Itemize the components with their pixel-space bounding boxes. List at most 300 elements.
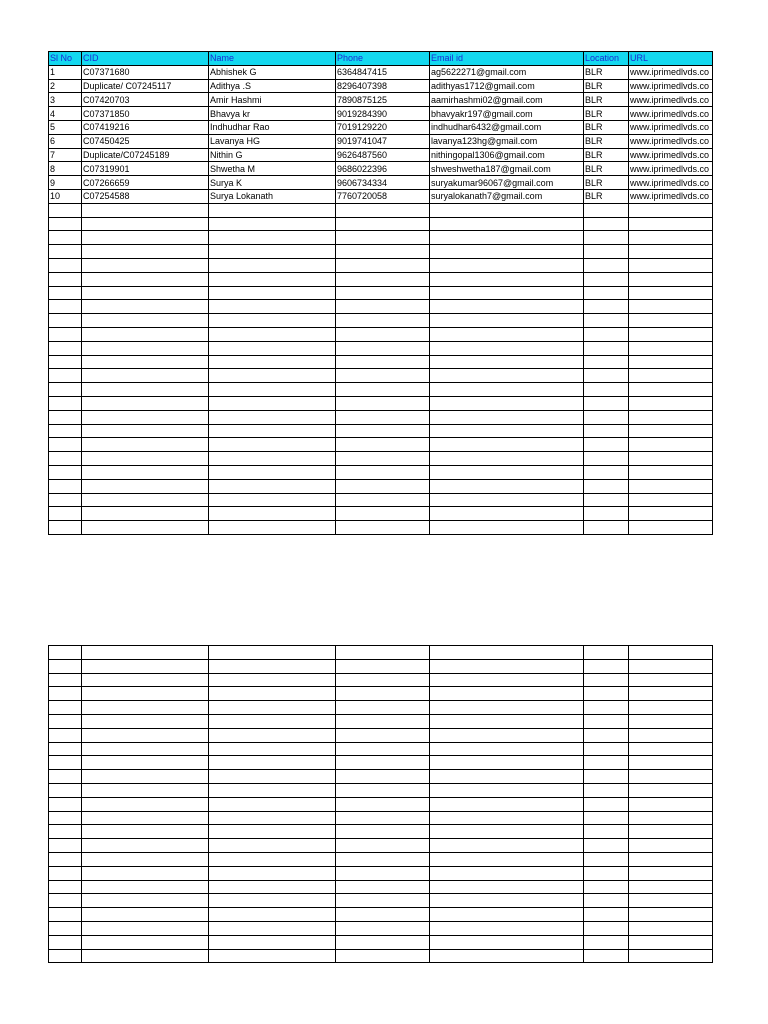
empty-cell[interactable] — [209, 369, 336, 383]
empty-cell[interactable] — [430, 770, 584, 784]
empty-cell[interactable] — [584, 949, 629, 963]
empty-cell[interactable] — [49, 811, 82, 825]
empty-cell[interactable] — [336, 756, 430, 770]
table-cell[interactable]: 3 — [49, 93, 82, 107]
empty-cell[interactable] — [82, 355, 209, 369]
empty-cell[interactable] — [430, 507, 584, 521]
empty-cell[interactable] — [629, 341, 713, 355]
empty-cell[interactable] — [336, 659, 430, 673]
table-cell[interactable]: 9626487560 — [336, 148, 430, 162]
empty-cell[interactable] — [430, 245, 584, 259]
header-cell[interactable]: Phone — [336, 52, 430, 66]
empty-cell[interactable] — [209, 880, 336, 894]
empty-cell[interactable] — [584, 355, 629, 369]
empty-cell[interactable] — [49, 424, 82, 438]
empty-cell[interactable] — [584, 921, 629, 935]
empty-cell[interactable] — [82, 659, 209, 673]
empty-cell[interactable] — [82, 493, 209, 507]
table-cell[interactable]: 9686022396 — [336, 162, 430, 176]
empty-cell[interactable] — [82, 852, 209, 866]
empty-cell[interactable] — [430, 327, 584, 341]
empty-cell[interactable] — [584, 797, 629, 811]
empty-cell[interactable] — [209, 825, 336, 839]
empty-cell[interactable] — [336, 687, 430, 701]
empty-cell[interactable] — [49, 203, 82, 217]
empty-cell[interactable] — [336, 341, 430, 355]
empty-cell[interactable] — [629, 935, 713, 949]
empty-cell[interactable] — [629, 203, 713, 217]
empty-cell[interactable] — [49, 355, 82, 369]
empty-cell[interactable] — [629, 217, 713, 231]
empty-cell[interactable] — [209, 396, 336, 410]
empty-cell[interactable] — [629, 493, 713, 507]
empty-cell[interactable] — [584, 839, 629, 853]
empty-cell[interactable] — [82, 908, 209, 922]
table-cell[interactable]: www.iprimedlvds.co — [629, 162, 713, 176]
empty-cell[interactable] — [49, 756, 82, 770]
empty-cell[interactable] — [336, 811, 430, 825]
table-cell[interactable]: BLR — [584, 107, 629, 121]
empty-cell[interactable] — [430, 341, 584, 355]
header-cell[interactable]: Location — [584, 52, 629, 66]
empty-cell[interactable] — [629, 659, 713, 673]
table-cell[interactable]: 8296407398 — [336, 79, 430, 93]
empty-cell[interactable] — [629, 770, 713, 784]
empty-cell[interactable] — [584, 217, 629, 231]
empty-cell[interactable] — [430, 231, 584, 245]
table-cell[interactable]: bhavyakr197@gmail.com — [430, 107, 584, 121]
empty-cell[interactable] — [209, 673, 336, 687]
empty-cell[interactable] — [336, 921, 430, 935]
empty-cell[interactable] — [209, 355, 336, 369]
empty-cell[interactable] — [49, 728, 82, 742]
empty-cell[interactable] — [629, 825, 713, 839]
empty-cell[interactable] — [629, 438, 713, 452]
empty-cell[interactable] — [430, 203, 584, 217]
empty-cell[interactable] — [209, 465, 336, 479]
empty-cell[interactable] — [430, 493, 584, 507]
empty-cell[interactable] — [82, 410, 209, 424]
empty-cell[interactable] — [336, 949, 430, 963]
table-cell[interactable]: www.iprimedlvds.co — [629, 189, 713, 203]
empty-cell[interactable] — [584, 728, 629, 742]
empty-cell[interactable] — [584, 286, 629, 300]
empty-cell[interactable] — [430, 673, 584, 687]
empty-cell[interactable] — [49, 825, 82, 839]
empty-cell[interactable] — [49, 673, 82, 687]
table-cell[interactable]: C07371850 — [82, 107, 209, 121]
table-cell[interactable]: Indhudhar Rao — [209, 120, 336, 134]
empty-cell[interactable] — [209, 701, 336, 715]
empty-cell[interactable] — [336, 908, 430, 922]
empty-cell[interactable] — [82, 286, 209, 300]
empty-cell[interactable] — [209, 383, 336, 397]
empty-cell[interactable] — [584, 314, 629, 328]
empty-cell[interactable] — [430, 728, 584, 742]
empty-cell[interactable] — [209, 410, 336, 424]
empty-cell[interactable] — [336, 369, 430, 383]
empty-cell[interactable] — [430, 217, 584, 231]
empty-cell[interactable] — [49, 300, 82, 314]
empty-cell[interactable] — [584, 272, 629, 286]
empty-cell[interactable] — [629, 742, 713, 756]
empty-cell[interactable] — [209, 797, 336, 811]
empty-cell[interactable] — [49, 852, 82, 866]
empty-cell[interactable] — [629, 714, 713, 728]
empty-cell[interactable] — [336, 894, 430, 908]
empty-cell[interactable] — [584, 493, 629, 507]
empty-cell[interactable] — [209, 659, 336, 673]
empty-cell[interactable] — [336, 314, 430, 328]
table-cell[interactable]: C07450425 — [82, 134, 209, 148]
empty-cell[interactable] — [82, 231, 209, 245]
table-cell[interactable]: 9 — [49, 176, 82, 190]
table-cell[interactable]: Nithin G — [209, 148, 336, 162]
table-cell[interactable]: BLR — [584, 79, 629, 93]
table-cell[interactable]: Bhavya kr — [209, 107, 336, 121]
empty-cell[interactable] — [430, 659, 584, 673]
empty-cell[interactable] — [209, 687, 336, 701]
empty-cell[interactable] — [82, 341, 209, 355]
empty-cell[interactable] — [336, 438, 430, 452]
empty-cell[interactable] — [336, 673, 430, 687]
empty-cell[interactable] — [49, 908, 82, 922]
empty-cell[interactable] — [336, 728, 430, 742]
empty-cell[interactable] — [430, 825, 584, 839]
empty-cell[interactable] — [209, 203, 336, 217]
empty-cell[interactable] — [82, 369, 209, 383]
empty-cell[interactable] — [82, 797, 209, 811]
table-cell[interactable]: BLR — [584, 134, 629, 148]
empty-cell[interactable] — [584, 369, 629, 383]
empty-cell[interactable] — [209, 811, 336, 825]
empty-cell[interactable] — [629, 797, 713, 811]
empty-cell[interactable] — [82, 756, 209, 770]
empty-cell[interactable] — [430, 714, 584, 728]
table-cell[interactable]: Surya K — [209, 176, 336, 190]
empty-cell[interactable] — [82, 646, 209, 660]
table-cell[interactable]: adithyas1712@gmail.com — [430, 79, 584, 93]
empty-cell[interactable] — [336, 327, 430, 341]
empty-cell[interactable] — [336, 355, 430, 369]
empty-cell[interactable] — [49, 327, 82, 341]
empty-cell[interactable] — [209, 341, 336, 355]
empty-cell[interactable] — [82, 921, 209, 935]
empty-cell[interactable] — [49, 646, 82, 660]
empty-cell[interactable] — [584, 258, 629, 272]
table-cell[interactable]: 8 — [49, 162, 82, 176]
empty-cell[interactable] — [336, 452, 430, 466]
empty-cell[interactable] — [209, 783, 336, 797]
empty-cell[interactable] — [209, 839, 336, 853]
empty-cell[interactable] — [629, 811, 713, 825]
empty-cell[interactable] — [430, 369, 584, 383]
empty-cell[interactable] — [336, 245, 430, 259]
table-cell[interactable]: 4 — [49, 107, 82, 121]
header-cell[interactable]: CID — [82, 52, 209, 66]
empty-cell[interactable] — [49, 493, 82, 507]
empty-cell[interactable] — [336, 852, 430, 866]
empty-cell[interactable] — [629, 424, 713, 438]
empty-cell[interactable] — [336, 300, 430, 314]
empty-cell[interactable] — [629, 521, 713, 535]
empty-cell[interactable] — [209, 286, 336, 300]
empty-cell[interactable] — [49, 314, 82, 328]
empty-cell[interactable] — [49, 880, 82, 894]
empty-cell[interactable] — [584, 756, 629, 770]
empty-cell[interactable] — [82, 521, 209, 535]
empty-cell[interactable] — [49, 742, 82, 756]
empty-cell[interactable] — [209, 327, 336, 341]
empty-cell[interactable] — [629, 231, 713, 245]
empty-cell[interactable] — [209, 728, 336, 742]
table-cell[interactable]: BLR — [584, 176, 629, 190]
empty-cell[interactable] — [430, 646, 584, 660]
empty-cell[interactable] — [629, 728, 713, 742]
empty-cell[interactable] — [336, 258, 430, 272]
empty-cell[interactable] — [82, 396, 209, 410]
empty-cell[interactable] — [430, 756, 584, 770]
empty-cell[interactable] — [584, 866, 629, 880]
table-cell[interactable]: suryalokanath7@gmail.com — [430, 189, 584, 203]
empty-cell[interactable] — [82, 935, 209, 949]
empty-cell[interactable] — [629, 921, 713, 935]
empty-cell[interactable] — [49, 866, 82, 880]
empty-cell[interactable] — [209, 935, 336, 949]
empty-cell[interactable] — [49, 396, 82, 410]
empty-cell[interactable] — [82, 327, 209, 341]
empty-cell[interactable] — [584, 438, 629, 452]
empty-cell[interactable] — [209, 314, 336, 328]
table-cell[interactable]: Duplicate/ C07245117 — [82, 79, 209, 93]
empty-cell[interactable] — [584, 687, 629, 701]
empty-cell[interactable] — [584, 479, 629, 493]
empty-cell[interactable] — [49, 507, 82, 521]
table-cell[interactable]: shweshwetha187@gmail.com — [430, 162, 584, 176]
empty-cell[interactable] — [629, 646, 713, 660]
table-cell[interactable]: www.iprimedlvds.co — [629, 148, 713, 162]
empty-cell[interactable] — [584, 300, 629, 314]
empty-cell[interactable] — [82, 949, 209, 963]
table-cell[interactable]: C07254588 — [82, 189, 209, 203]
empty-cell[interactable] — [336, 396, 430, 410]
empty-cell[interactable] — [584, 701, 629, 715]
empty-cell[interactable] — [430, 894, 584, 908]
empty-cell[interactable] — [584, 452, 629, 466]
empty-cell[interactable] — [430, 383, 584, 397]
empty-cell[interactable] — [49, 921, 82, 935]
empty-cell[interactable] — [82, 383, 209, 397]
table-cell[interactable]: 7019129220 — [336, 120, 430, 134]
empty-cell[interactable] — [49, 521, 82, 535]
empty-cell[interactable] — [82, 880, 209, 894]
empty-cell[interactable] — [584, 825, 629, 839]
empty-cell[interactable] — [629, 452, 713, 466]
empty-cell[interactable] — [430, 314, 584, 328]
empty-cell[interactable] — [336, 507, 430, 521]
empty-cell[interactable] — [49, 701, 82, 715]
empty-cell[interactable] — [430, 811, 584, 825]
empty-cell[interactable] — [430, 783, 584, 797]
table-cell[interactable]: C07319901 — [82, 162, 209, 176]
empty-cell[interactable] — [209, 245, 336, 259]
table-cell[interactable]: BLR — [584, 148, 629, 162]
empty-cell[interactable] — [82, 203, 209, 217]
table-cell[interactable]: www.iprimedlvds.co — [629, 107, 713, 121]
empty-cell[interactable] — [49, 894, 82, 908]
empty-cell[interactable] — [629, 272, 713, 286]
empty-cell[interactable] — [629, 894, 713, 908]
empty-cell[interactable] — [336, 231, 430, 245]
table-cell[interactable]: Shwetha M — [209, 162, 336, 176]
empty-cell[interactable] — [584, 245, 629, 259]
empty-cell[interactable] — [336, 493, 430, 507]
empty-cell[interactable] — [336, 521, 430, 535]
empty-cell[interactable] — [82, 866, 209, 880]
empty-cell[interactable] — [584, 908, 629, 922]
empty-cell[interactable] — [49, 286, 82, 300]
table-cell[interactable]: Duplicate/C07245189 — [82, 148, 209, 162]
empty-cell[interactable] — [430, 949, 584, 963]
empty-cell[interactable] — [82, 673, 209, 687]
empty-cell[interactable] — [629, 355, 713, 369]
empty-cell[interactable] — [430, 866, 584, 880]
empty-cell[interactable] — [209, 908, 336, 922]
header-cell[interactable]: Email id — [430, 52, 584, 66]
empty-cell[interactable] — [49, 797, 82, 811]
empty-cell[interactable] — [584, 507, 629, 521]
empty-cell[interactable] — [336, 383, 430, 397]
empty-cell[interactable] — [430, 797, 584, 811]
empty-cell[interactable] — [82, 742, 209, 756]
empty-cell[interactable] — [430, 286, 584, 300]
table-cell[interactable]: Surya Lokanath — [209, 189, 336, 203]
table-cell[interactable]: www.iprimedlvds.co — [629, 176, 713, 190]
empty-cell[interactable] — [82, 245, 209, 259]
empty-cell[interactable] — [209, 217, 336, 231]
empty-cell[interactable] — [584, 521, 629, 535]
header-cell[interactable]: Name — [209, 52, 336, 66]
empty-cell[interactable] — [584, 646, 629, 660]
empty-cell[interactable] — [584, 852, 629, 866]
empty-cell[interactable] — [209, 493, 336, 507]
empty-cell[interactable] — [209, 949, 336, 963]
table-cell[interactable]: indhudhar6432@gmail.com — [430, 120, 584, 134]
empty-cell[interactable] — [584, 770, 629, 784]
empty-cell[interactable] — [430, 300, 584, 314]
table-cell[interactable]: 9606734334 — [336, 176, 430, 190]
empty-cell[interactable] — [82, 217, 209, 231]
empty-cell[interactable] — [629, 258, 713, 272]
table-cell[interactable]: ag5622271@gmail.com — [430, 65, 584, 79]
header-cell[interactable]: URL — [629, 52, 713, 66]
empty-cell[interactable] — [584, 659, 629, 673]
empty-cell[interactable] — [82, 465, 209, 479]
empty-cell[interactable] — [430, 908, 584, 922]
empty-cell[interactable] — [49, 770, 82, 784]
table-cell[interactable]: Adithya .S — [209, 79, 336, 93]
table-cell[interactable]: Lavanya HG — [209, 134, 336, 148]
empty-cell[interactable] — [49, 272, 82, 286]
empty-cell[interactable] — [584, 880, 629, 894]
table-cell[interactable]: 9019284390 — [336, 107, 430, 121]
empty-cell[interactable] — [430, 424, 584, 438]
empty-cell[interactable] — [82, 811, 209, 825]
empty-cell[interactable] — [82, 770, 209, 784]
empty-cell[interactable] — [49, 949, 82, 963]
empty-cell[interactable] — [430, 880, 584, 894]
empty-cell[interactable] — [82, 258, 209, 272]
header-cell[interactable]: Sl No — [49, 52, 82, 66]
empty-cell[interactable] — [629, 286, 713, 300]
empty-cell[interactable] — [82, 438, 209, 452]
empty-cell[interactable] — [49, 383, 82, 397]
table-cell[interactable]: www.iprimedlvds.co — [629, 134, 713, 148]
empty-cell[interactable] — [430, 839, 584, 853]
empty-cell[interactable] — [584, 341, 629, 355]
empty-cell[interactable] — [430, 521, 584, 535]
empty-cell[interactable] — [584, 935, 629, 949]
empty-cell[interactable] — [430, 935, 584, 949]
empty-cell[interactable] — [82, 272, 209, 286]
empty-cell[interactable] — [336, 880, 430, 894]
empty-cell[interactable] — [584, 673, 629, 687]
empty-cell[interactable] — [49, 935, 82, 949]
empty-cell[interactable] — [209, 756, 336, 770]
empty-cell[interactable] — [584, 465, 629, 479]
empty-cell[interactable] — [430, 438, 584, 452]
table-cell[interactable]: C07419216 — [82, 120, 209, 134]
table-cell[interactable]: www.iprimedlvds.co — [629, 79, 713, 93]
table-cell[interactable]: 2 — [49, 79, 82, 93]
empty-cell[interactable] — [629, 673, 713, 687]
empty-cell[interactable] — [629, 756, 713, 770]
empty-cell[interactable] — [584, 424, 629, 438]
empty-cell[interactable] — [430, 396, 584, 410]
empty-cell[interactable] — [336, 465, 430, 479]
empty-cell[interactable] — [49, 659, 82, 673]
empty-cell[interactable] — [629, 880, 713, 894]
empty-cell[interactable] — [49, 452, 82, 466]
empty-cell[interactable] — [336, 770, 430, 784]
empty-cell[interactable] — [49, 217, 82, 231]
empty-cell[interactable] — [336, 839, 430, 853]
table-cell[interactable]: Abhishek G — [209, 65, 336, 79]
empty-cell[interactable] — [82, 839, 209, 853]
empty-cell[interactable] — [629, 839, 713, 853]
empty-cell[interactable] — [430, 742, 584, 756]
empty-cell[interactable] — [336, 646, 430, 660]
empty-cell[interactable] — [430, 355, 584, 369]
empty-cell[interactable] — [629, 396, 713, 410]
empty-cell[interactable] — [336, 272, 430, 286]
empty-cell[interactable] — [209, 521, 336, 535]
empty-cell[interactable] — [430, 921, 584, 935]
empty-cell[interactable] — [82, 894, 209, 908]
empty-cell[interactable] — [629, 701, 713, 715]
empty-cell[interactable] — [82, 424, 209, 438]
table-cell[interactable]: 5 — [49, 120, 82, 134]
empty-cell[interactable] — [82, 714, 209, 728]
empty-cell[interactable] — [584, 410, 629, 424]
empty-cell[interactable] — [49, 479, 82, 493]
empty-cell[interactable] — [209, 742, 336, 756]
table-cell[interactable]: C07420703 — [82, 93, 209, 107]
empty-cell[interactable] — [336, 714, 430, 728]
table-cell[interactable]: 10 — [49, 189, 82, 203]
empty-cell[interactable] — [629, 383, 713, 397]
table-cell[interactable]: www.iprimedlvds.co — [629, 93, 713, 107]
